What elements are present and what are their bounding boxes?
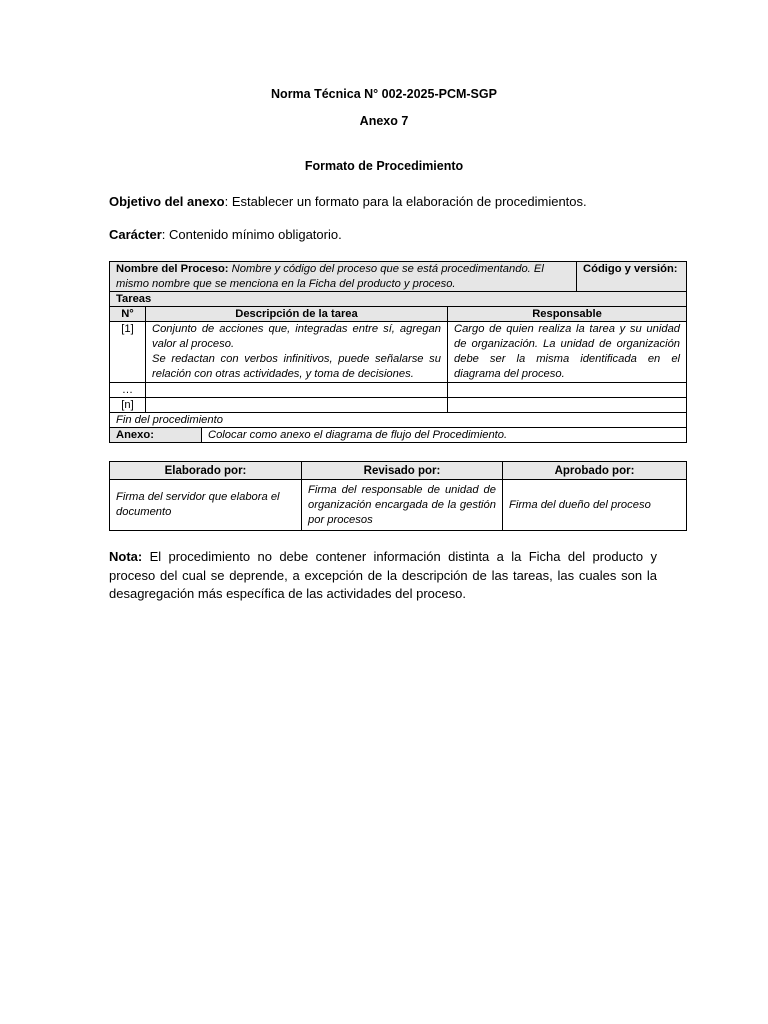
signature-table: [109, 461, 687, 531]
elaborado-cell: Firma del servidor que elabora el documento: [110, 480, 302, 531]
aprobado-header: Aprobado por:: [503, 462, 687, 480]
row-number: [n]: [110, 398, 146, 413]
row-number: …: [110, 383, 146, 398]
objetivo-paragraph: [109, 194, 686, 209]
col-header-responsable: Responsable: [448, 307, 687, 322]
aprobado-cell: Firma del dueño del proceso: [503, 480, 687, 531]
objetivo-label: Objetivo del anexo: [109, 194, 225, 209]
tareas-label: Tareas: [110, 292, 687, 307]
table-row: [110, 398, 687, 413]
table-row: [110, 322, 687, 383]
task-description-line-2: Se redactan con verbos infinitivos, puede señalarse su relación con otras actividades, y toma de decisiones.: [152, 353, 441, 380]
anexo-row: [110, 428, 687, 443]
nota-text: El procedimiento no debe contener información distinta a la Ficha del producto y proceso del cual se deprende, a excepción de la descripción de las tareas, las cuales son la desagregación más específica de las actividades del proceso.: [109, 549, 657, 601]
row-number: [1]: [110, 322, 146, 383]
task-description-cell: [146, 322, 448, 383]
nota-label: Nota:: [109, 549, 143, 564]
task-responsable-cell: Cargo de quien realiza la tarea y su unidad de organización. La unidad de organización debe ser la misma identificada en el diagrama del proceso.: [448, 322, 687, 383]
revisado-cell: Firma del responsable de unidad de organización encargada de la gestión por procesos: [302, 480, 503, 531]
objetivo-text: : Establecer un formato para la elaboración de procedimientos.: [224, 194, 587, 209]
page-title: Formato de Procedimiento: [304, 159, 464, 173]
task-responsable-cell: [448, 398, 687, 413]
tareas-row: [110, 292, 687, 307]
caracter-text: : Contenido mínimo obligatorio.: [161, 227, 342, 242]
caracter-label: Carácter: [109, 227, 162, 242]
anexo-text: Colocar como anexo el diagrama de flujo del Procedimiento.: [202, 428, 687, 443]
codigo-version-cell: Código y versión:: [577, 262, 687, 292]
caracter-paragraph: [109, 227, 686, 242]
norma-heading: Norma Técnica N° 002-2025-PCM-SGP: [271, 87, 497, 101]
anexo-heading: Anexo 7: [359, 114, 409, 128]
anexo-label: Anexo:: [110, 428, 202, 443]
table-header-row: [110, 307, 687, 322]
signature-body-row: [110, 480, 687, 531]
process-name-label: Nombre del Proceso:: [116, 263, 229, 275]
revisado-header: Revisado por:: [302, 462, 503, 480]
nota-paragraph: [109, 548, 657, 604]
task-description-cell: [146, 398, 448, 413]
task-description-cell: [146, 383, 448, 398]
col-header-no: N°: [110, 307, 146, 322]
table-row: [110, 383, 687, 398]
fin-row: [110, 413, 687, 428]
task-description-line-1: Conjunto de acciones que, integradas entre sí, agregan valor al proceso.: [152, 323, 441, 350]
process-name-cell: [110, 262, 577, 292]
task-responsable-cell: [448, 383, 687, 398]
procedure-table: [109, 261, 687, 443]
fin-procedimiento: Fin del procedimiento: [110, 413, 687, 428]
col-header-descripcion: Descripción de la tarea: [146, 307, 448, 322]
elaborado-header: Elaborado por:: [110, 462, 302, 480]
process-name-text: Nombre y código del proceso que se está procedimentando. El mismo nombre que se menciona en la Ficha del producto y proceso.: [116, 263, 544, 290]
signature-header-row: [110, 462, 687, 480]
process-name-row: [110, 262, 687, 292]
